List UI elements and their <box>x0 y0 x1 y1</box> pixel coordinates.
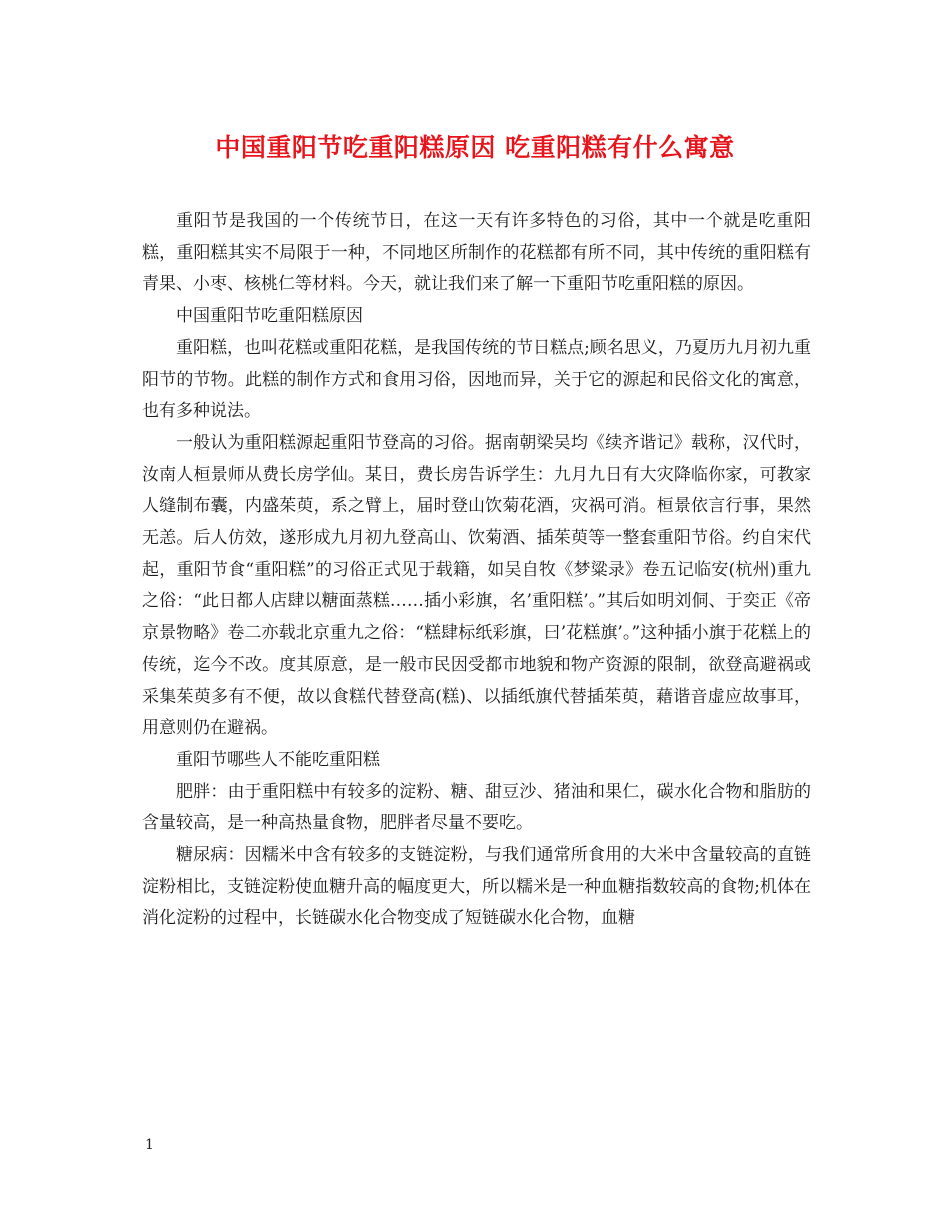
paragraph-intro: 重阳节是我国的一个传统节日，在这一天有许多特色的习俗，其中一个就是吃重阳糕，重阳糕其实不局限于一种，不同地区所制作的花糕都有所不同，其中传统的重阳糕有青果、小枣、核桃仁等材料。今天，就让我们来了解一下重阳节吃重阳糕的原因。 <box>142 211 811 295</box>
paragraph-obesity: 肥胖：由于重阳糕中有较多的淀粉、糖、甜豆沙、猪油和果仁，碳水化合物和脂肪的含量较高，是一种高热量食物，肥胖者尽量不要吃。 <box>142 781 811 834</box>
paragraph-definition: 重阳糕，也叫花糕或重阳花糕，是我国传统的节日糕点;顾名思义，乃夏历九月初九重阳节的节物。此糕的制作方式和食用习俗，因地而异，关于它的源起和民俗文化的寓意，也有多种说法。 <box>142 337 811 422</box>
paragraph-diabetes: 糖尿病：因糯米中含有较多的支链淀粉，与我们通常所食用的大米中含量较高的直链淀粉相比，支链淀粉使血糖升高的幅度更大，所以糯米是一种血糖指数较高的食物;机体在消化淀粉的过程中，长链碳水化合物变成了短链碳水化合物，血糖 <box>142 845 811 929</box>
section-heading-who-cannot-eat: 重阳节哪些人不能吃重阳糕 <box>176 749 380 770</box>
article-body <box>142 206 811 935</box>
page-number: 1 <box>145 1137 154 1153</box>
paragraph-origin: 一般认为重阳糕源起重阳节登高的习俗。据南朝梁吴均《续齐谐记》载称，汉代时，汝南人桓景师从费长房学仙。某日，费长房告诉学生：九月九日有大灾降临你家，可教家人缝制布囊，内盛茱萸，系之臂上，届时登山饮菊花酒，灾祸可消。桓景依言行事，果然无恙。后人仿效，遂形成九月初九登高山、饮菊酒、插茱萸等一整套重阳节俗。约自宋代起，重阳节食“重阳糕”的习俗正式见于载籍，如吴自牧《梦粱录》卷五记临安(杭州)重九之俗：“此日都人店肆以糖面蒸糕……插小彩旗，名’重阳糕’。”其后如明刘侗、于奕正《帝京景物略》卷二亦载北京重九之俗：“糕肆标纸彩旗，曰’花糕旗’。”这种插小旗于花糕上的传统，迄今不改。度其原意，是一般市民因受都市地貌和物产资源的限制，欲登高避祸或采集茱萸多有不便，故以食糕代替登高(糕)、以插纸旗代替插茱萸，藉谐音虚应故事耳，用意则仍在避祸。 <box>142 432 811 739</box>
page-title: 中国重阳节吃重阳糕原因 吃重阳糕有什么寓意 <box>215 133 735 162</box>
section-heading-reason: 中国重阳节吃重阳糕原因 <box>176 306 363 327</box>
